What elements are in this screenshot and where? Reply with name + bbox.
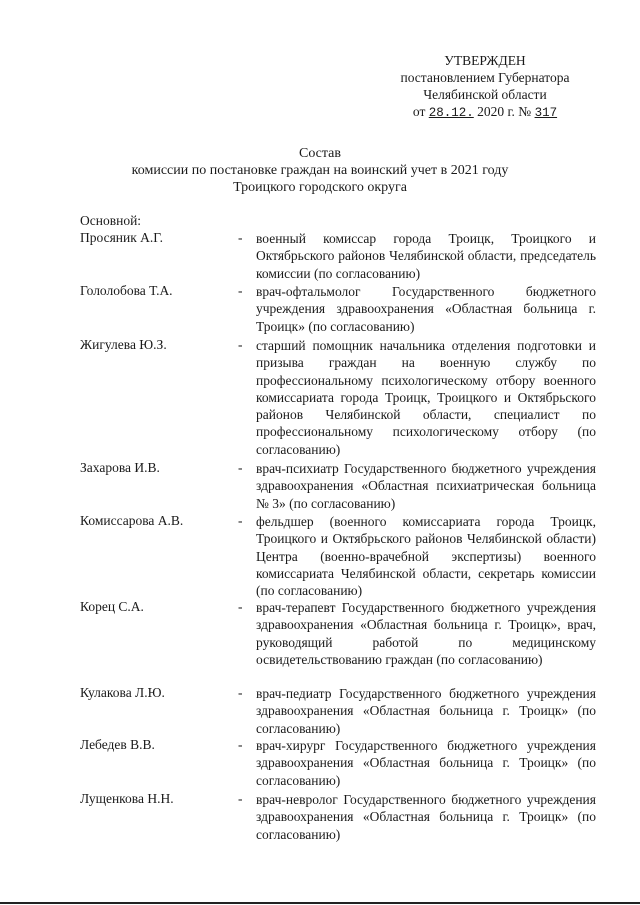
member-name: Лущенкова Н.Н. — [80, 791, 174, 806]
member-dash: - — [238, 283, 243, 298]
member-name: Гололобова Т.А. — [80, 283, 173, 298]
member-role: фельдшер (военного комиссариата города Троицк, Троицкого и Октябрьского районов Челябинской области) Центра (военно-врачебной экспертизы) военного комиссариата Челябинской области, секретарь комиссии (по согласованию) — [256, 514, 596, 599]
member-role: врач-невролог Государственного бюджетного учреждения здравоохранения «Областная больница г. Троицк» (по согласованию) — [256, 792, 596, 842]
member-role: врач-терапевт Государственного бюджетного учреждения здравоохранения «Областная больница г. Троицк», врач, руководящий работой по медицинскому освидетельствованию граждан (по согласованию) — [256, 600, 596, 667]
approval-date: 28.12. — [428, 106, 474, 120]
approval-date-line — [370, 103, 600, 122]
approval-line-region: Челябинской области — [423, 87, 547, 102]
approval-line-decree: постановлением Губернатора — [400, 70, 570, 85]
member-dash: - — [238, 230, 243, 245]
member-dash: - — [238, 685, 243, 700]
approval-block — [370, 52, 600, 122]
approval-title: УТВЕРЖДЕН — [444, 53, 526, 68]
member-role: врач-педиатр Государственного бюджетного учреждения здравоохранения «Областная больница г. Троицк» (по согласованию) — [256, 686, 596, 736]
member-role: старший помощник начальника отделения подготовки и призыва граждан на военную службу по профессиональному психологическому отбору военного комиссариата города Троицк, Троицкого и Октябрьского районов Челябинской области, специалист по профессиональному психологическому отбору (по согласованию) — [256, 338, 596, 457]
member-dash: - — [238, 460, 243, 475]
approval-number: 317 — [534, 106, 558, 120]
member-role: врач-хирург Государственного бюджетного учреждения здравоохранения «Областная больница г. Троицк» (по согласованию) — [256, 738, 596, 788]
member-name: Жигулева Ю.З. — [80, 337, 167, 352]
section-label: Основной: — [80, 213, 142, 228]
scan-edge-divider — [0, 902, 640, 904]
heading-title: Состав — [298, 146, 341, 161]
member-role: военный комиссар города Троицк, Троицкого и Октябрьского районов Челябинской области, председатель комиссии (по согласованию) — [256, 231, 596, 281]
approval-year: 2020 г. № — [477, 104, 532, 119]
members-list — [80, 213, 600, 842]
document-heading — [60, 145, 580, 196]
member-dash: - — [238, 513, 243, 528]
member-name: Корец С.А. — [80, 599, 144, 614]
member-dash: - — [238, 791, 243, 806]
date-prefix: от — [412, 104, 426, 119]
member-role: врач-психиатр Государственного бюджетного учреждения здравоохранения «Областная психиатрическая больница № 3» (по согласованию) — [256, 461, 596, 511]
heading-line1: комиссии по постановке граждан на воинский учет в 2021 году — [131, 163, 509, 178]
member-dash: - — [238, 337, 243, 352]
member-name: Захарова И.В. — [80, 460, 160, 475]
member-dash: - — [238, 737, 243, 752]
member-name: Просяник А.Г. — [80, 230, 163, 245]
member-name: Лебедев В.В. — [80, 737, 155, 752]
member-name: Комиссарова А.В. — [80, 513, 184, 528]
member-name: Кулакова Л.Ю. — [80, 685, 165, 700]
member-role: врач-офтальмолог Государственного бюджетного учреждения здравоохранения «Областная больница г. Троицк» (по согласованию) — [256, 284, 596, 334]
member-dash: - — [238, 599, 243, 614]
heading-line2: Троицкого городского округа — [233, 180, 407, 195]
